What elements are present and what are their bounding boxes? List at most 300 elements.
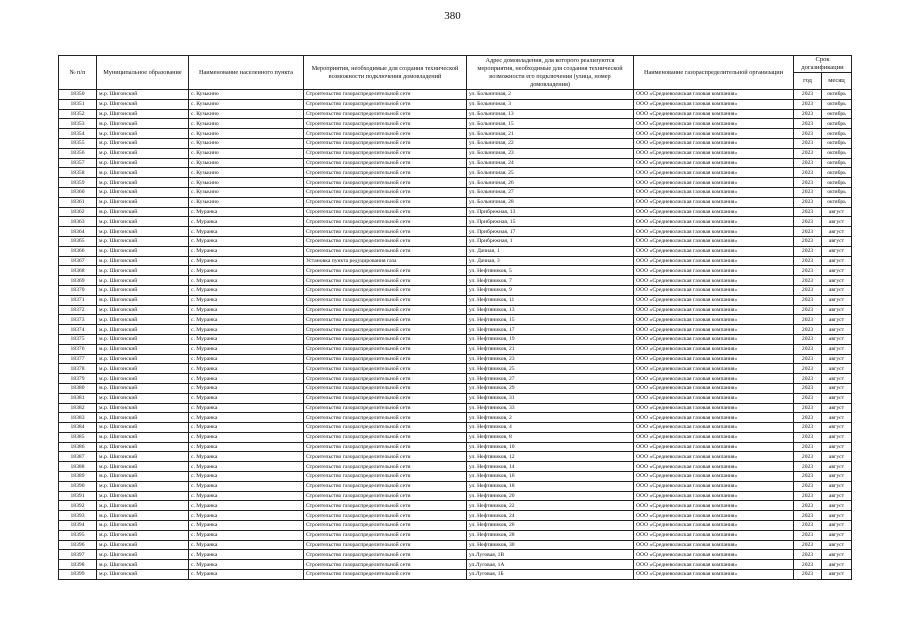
cell-year: 2023 bbox=[794, 129, 822, 139]
cell-activity: Строительство газораспределительной сети bbox=[304, 442, 467, 452]
table-row bbox=[59, 560, 852, 570]
table-row bbox=[59, 472, 852, 482]
cell-year: 2023 bbox=[794, 374, 822, 384]
cell-month: август bbox=[822, 403, 852, 413]
cell-address: ул. Больничная, 3 bbox=[467, 99, 634, 109]
table-row bbox=[59, 374, 852, 384]
table-body bbox=[59, 90, 852, 580]
cell-settlement: с. Муранка bbox=[189, 393, 304, 403]
cell-organization: ООО «Средневолжская газовая компания» bbox=[634, 227, 794, 237]
cell-organization: ООО «Средневолжская газовая компания» bbox=[634, 481, 794, 491]
cell-activity: Строительство газораспределительной сети bbox=[304, 413, 467, 423]
cell-organization: ООО «Средневолжская газовая компания» bbox=[634, 90, 794, 100]
cell-activity: Строительство газораспределительной сети bbox=[304, 511, 467, 521]
cell-activity: Строительство газораспределительной сети bbox=[304, 158, 467, 168]
cell-settlement: с. Муранка bbox=[189, 452, 304, 462]
cell-address: ул. Дачная, 1 bbox=[467, 246, 634, 256]
cell-num: 18377 bbox=[59, 354, 97, 364]
cell-municipality: м.р. Шигонский bbox=[97, 158, 189, 168]
cell-year: 2023 bbox=[794, 530, 822, 540]
cell-address: ул. Нефтяников, 14 bbox=[467, 462, 634, 472]
cell-num: 18356 bbox=[59, 148, 97, 158]
cell-month: август bbox=[822, 344, 852, 354]
cell-activity: Строительство газораспределительной сети bbox=[304, 530, 467, 540]
cell-month: август bbox=[822, 266, 852, 276]
cell-organization: ООО «Средневолжская газовая компания» bbox=[634, 423, 794, 433]
cell-num: 18395 bbox=[59, 530, 97, 540]
cell-address: ул. Нефтяников, 8 bbox=[467, 432, 634, 442]
cell-municipality: м.р. Шигонский bbox=[97, 217, 189, 227]
cell-municipality: м.р. Шигонский bbox=[97, 305, 189, 315]
cell-year: 2023 bbox=[794, 383, 822, 393]
cell-num: 18386 bbox=[59, 442, 97, 452]
table-row bbox=[59, 109, 852, 119]
cell-settlement: с. Кузькино bbox=[189, 187, 304, 197]
cell-municipality: м.р. Шигонский bbox=[97, 344, 189, 354]
cell-organization: ООО «Средневолжская газовая компания» bbox=[634, 511, 794, 521]
cell-settlement: с. Муранка bbox=[189, 266, 304, 276]
cell-municipality: м.р. Шигонский bbox=[97, 383, 189, 393]
cell-activity: Строительство газораспределительной сети bbox=[304, 432, 467, 442]
cell-settlement: с. Муранка bbox=[189, 305, 304, 315]
cell-activity: Строительство газораспределительной сети bbox=[304, 540, 467, 550]
cell-address: ул. Нефтяников, 23 bbox=[467, 354, 634, 364]
cell-year: 2023 bbox=[794, 334, 822, 344]
cell-month: август bbox=[822, 560, 852, 570]
cell-settlement: с. Кузькино bbox=[189, 138, 304, 148]
cell-organization: ООО «Средневолжская газовая компания» bbox=[634, 472, 794, 482]
cell-month: август bbox=[822, 511, 852, 521]
cell-month: август bbox=[822, 207, 852, 217]
gasification-table bbox=[58, 55, 852, 580]
cell-month: август bbox=[822, 246, 852, 256]
table-row bbox=[59, 442, 852, 452]
header-gdo: Наименование газораспределительной организации bbox=[634, 56, 794, 90]
cell-num: 18391 bbox=[59, 491, 97, 501]
cell-activity: Строительство газораспределительной сети bbox=[304, 491, 467, 501]
cell-settlement: с. Муранка bbox=[189, 462, 304, 472]
table-row bbox=[59, 452, 852, 462]
cell-address: ул. Больничная, 13 bbox=[467, 109, 634, 119]
cell-municipality: м.р. Шигонский bbox=[97, 315, 189, 325]
cell-year: 2023 bbox=[794, 207, 822, 217]
cell-activity: Строительство газораспределительной сети bbox=[304, 246, 467, 256]
cell-municipality: м.р. Шигонский bbox=[97, 187, 189, 197]
cell-activity: Строительство газораспределительной сети bbox=[304, 521, 467, 531]
cell-num: 18357 bbox=[59, 158, 97, 168]
cell-num: 18387 bbox=[59, 452, 97, 462]
cell-municipality: м.р. Шигонский bbox=[97, 129, 189, 139]
cell-organization: ООО «Средневолжская газовая компания» bbox=[634, 178, 794, 188]
header-year: год bbox=[794, 73, 822, 90]
cell-activity: Строительство газораспределительной сети bbox=[304, 462, 467, 472]
cell-year: 2023 bbox=[794, 256, 822, 266]
cell-year: 2023 bbox=[794, 99, 822, 109]
table-row bbox=[59, 227, 852, 237]
cell-settlement: с. Муранка bbox=[189, 540, 304, 550]
cell-year: 2023 bbox=[794, 491, 822, 501]
cell-year: 2023 bbox=[794, 462, 822, 472]
cell-organization: ООО «Средневолжская газовая компания» bbox=[634, 325, 794, 335]
cell-address: ул. Нефтяников, 20 bbox=[467, 491, 634, 501]
cell-settlement: с. Муранка bbox=[189, 550, 304, 560]
cell-num: 18350 bbox=[59, 90, 97, 100]
cell-month: август bbox=[822, 276, 852, 286]
cell-organization: ООО «Средневолжская газовая компания» bbox=[634, 550, 794, 560]
cell-month: август bbox=[822, 550, 852, 560]
cell-address: ул. Нефтяников, 17 bbox=[467, 325, 634, 335]
cell-month: август bbox=[822, 413, 852, 423]
table-row bbox=[59, 344, 852, 354]
cell-month: октябрь bbox=[822, 197, 852, 207]
cell-year: 2023 bbox=[794, 344, 822, 354]
cell-year: 2023 bbox=[794, 354, 822, 364]
table-row bbox=[59, 540, 852, 550]
table-row bbox=[59, 90, 852, 100]
cell-municipality: м.р. Шигонский bbox=[97, 138, 189, 148]
cell-municipality: м.р. Шигонский bbox=[97, 119, 189, 129]
cell-address: ул. Больничная, 2 bbox=[467, 90, 634, 100]
cell-activity: Строительство газораспределительной сети bbox=[304, 138, 467, 148]
cell-month: август bbox=[822, 217, 852, 227]
cell-activity: Строительство газораспределительной сети bbox=[304, 129, 467, 139]
cell-settlement: с. Муранка bbox=[189, 521, 304, 531]
cell-activity: Строительство газораспределительной сети bbox=[304, 344, 467, 354]
cell-organization: ООО «Средневолжская газовая компания» bbox=[634, 354, 794, 364]
cell-num: 18388 bbox=[59, 462, 97, 472]
cell-address: ул. Больничная, 27 bbox=[467, 187, 634, 197]
table-row bbox=[59, 325, 852, 335]
cell-municipality: м.р. Шигонский bbox=[97, 560, 189, 570]
cell-year: 2023 bbox=[794, 178, 822, 188]
cell-settlement: с. Муранка bbox=[189, 570, 304, 580]
cell-activity: Строительство газораспределительной сети bbox=[304, 187, 467, 197]
table-row bbox=[59, 423, 852, 433]
cell-year: 2023 bbox=[794, 413, 822, 423]
cell-year: 2023 bbox=[794, 501, 822, 511]
cell-year: 2023 bbox=[794, 276, 822, 286]
cell-municipality: м.р. Шигонский bbox=[97, 511, 189, 521]
table-row bbox=[59, 285, 852, 295]
cell-month: август bbox=[822, 452, 852, 462]
cell-year: 2023 bbox=[794, 364, 822, 374]
cell-year: 2023 bbox=[794, 90, 822, 100]
cell-activity: Строительство газораспределительной сети bbox=[304, 472, 467, 482]
cell-activity: Строительство газораспределительной сети bbox=[304, 217, 467, 227]
cell-municipality: м.р. Шигонский bbox=[97, 197, 189, 207]
cell-organization: ООО «Средневолжская газовая компания» bbox=[634, 540, 794, 550]
cell-settlement: с. Кузькино bbox=[189, 109, 304, 119]
cell-month: октябрь bbox=[822, 178, 852, 188]
cell-municipality: м.р. Шигонский bbox=[97, 413, 189, 423]
cell-month: август bbox=[822, 227, 852, 237]
cell-address: ул. Нефтяников, 24 bbox=[467, 511, 634, 521]
cell-activity: Строительство газораспределительной сети bbox=[304, 452, 467, 462]
cell-municipality: м.р. Шигонский bbox=[97, 266, 189, 276]
cell-activity: Строительство газораспределительной сети bbox=[304, 364, 467, 374]
cell-address: ул. Нефтяников, 29 bbox=[467, 383, 634, 393]
cell-address: ул. Нефтяников, 4 bbox=[467, 423, 634, 433]
cell-settlement: с. Муранка bbox=[189, 285, 304, 295]
cell-num: 18389 bbox=[59, 472, 97, 482]
cell-organization: ООО «Средневолжская газовая компания» bbox=[634, 413, 794, 423]
cell-month: август bbox=[822, 256, 852, 266]
cell-municipality: м.р. Шигонский bbox=[97, 393, 189, 403]
cell-activity: Строительство газораспределительной сети bbox=[304, 109, 467, 119]
table-row bbox=[59, 383, 852, 393]
cell-address: ул. Нефтяников, 28 bbox=[467, 530, 634, 540]
cell-municipality: м.р. Шигонский bbox=[97, 374, 189, 384]
table-row bbox=[59, 334, 852, 344]
cell-settlement: с. Муранка bbox=[189, 560, 304, 570]
table-row bbox=[59, 236, 852, 246]
cell-address: ул. Прибрежная, 17 bbox=[467, 227, 634, 237]
cell-year: 2023 bbox=[794, 442, 822, 452]
cell-settlement: с. Муранка bbox=[189, 364, 304, 374]
cell-month: август bbox=[822, 236, 852, 246]
cell-organization: ООО «Средневолжская газовая компания» bbox=[634, 374, 794, 384]
cell-organization: ООО «Средневолжская газовая компания» bbox=[634, 276, 794, 286]
cell-num: 18351 bbox=[59, 99, 97, 109]
table-row bbox=[59, 168, 852, 178]
table-row bbox=[59, 413, 852, 423]
cell-num: 18376 bbox=[59, 344, 97, 354]
cell-year: 2023 bbox=[794, 227, 822, 237]
cell-activity: Строительство газораспределительной сети bbox=[304, 99, 467, 109]
cell-month: август bbox=[822, 442, 852, 452]
cell-month: октябрь bbox=[822, 148, 852, 158]
cell-month: август bbox=[822, 334, 852, 344]
cell-address: ул. Нефтяников, 9 bbox=[467, 285, 634, 295]
header-municipality: Муниципальное образование bbox=[97, 56, 189, 90]
cell-year: 2023 bbox=[794, 472, 822, 482]
cell-month: октябрь bbox=[822, 129, 852, 139]
cell-year: 2023 bbox=[794, 217, 822, 227]
table-row bbox=[59, 197, 852, 207]
table-row bbox=[59, 207, 852, 217]
cell-num: 18382 bbox=[59, 403, 97, 413]
cell-month: октябрь bbox=[822, 187, 852, 197]
cell-year: 2023 bbox=[794, 325, 822, 335]
cell-municipality: м.р. Шигонский bbox=[97, 256, 189, 266]
cell-organization: ООО «Средневолжская газовая компания» bbox=[634, 501, 794, 511]
cell-year: 2023 bbox=[794, 560, 822, 570]
cell-organization: ООО «Средневолжская газовая компания» bbox=[634, 129, 794, 139]
cell-organization: ООО «Средневолжская газовая компания» bbox=[634, 305, 794, 315]
cell-address: ул. Нефтяников, 16 bbox=[467, 472, 634, 482]
cell-month: октябрь bbox=[822, 99, 852, 109]
cell-year: 2023 bbox=[794, 187, 822, 197]
cell-settlement: с. Кузькино bbox=[189, 158, 304, 168]
cell-municipality: м.р. Шигонский bbox=[97, 530, 189, 540]
cell-address: ул. Нефтяников, 31 bbox=[467, 393, 634, 403]
cell-activity: Строительство газораспределительной сети bbox=[304, 481, 467, 491]
table-row bbox=[59, 138, 852, 148]
cell-address: ул. Нефтяников, 19 bbox=[467, 334, 634, 344]
cell-organization: ООО «Средневолжская газовая компания» bbox=[634, 344, 794, 354]
cell-organization: ООО «Средневолжская газовая компания» bbox=[634, 256, 794, 266]
cell-month: октябрь bbox=[822, 138, 852, 148]
cell-settlement: с. Муранка bbox=[189, 472, 304, 482]
cell-municipality: м.р. Шигонский bbox=[97, 403, 189, 413]
cell-settlement: с. Муранка bbox=[189, 403, 304, 413]
cell-activity: Строительство газораспределительной сети bbox=[304, 305, 467, 315]
cell-municipality: м.р. Шигонский bbox=[97, 354, 189, 364]
cell-activity: Строительство газораспределительной сети bbox=[304, 148, 467, 158]
cell-year: 2023 bbox=[794, 285, 822, 295]
cell-month: август bbox=[822, 521, 852, 531]
cell-settlement: с. Муранка bbox=[189, 207, 304, 217]
cell-address: ул. Нефтяников, 18 bbox=[467, 481, 634, 491]
cell-num: 18355 bbox=[59, 138, 97, 148]
cell-settlement: с. Муранка bbox=[189, 334, 304, 344]
table-row bbox=[59, 266, 852, 276]
cell-organization: ООО «Средневолжская газовая компания» bbox=[634, 530, 794, 540]
cell-year: 2023 bbox=[794, 540, 822, 550]
cell-address: ул. Нефтяников, 21 bbox=[467, 344, 634, 354]
cell-settlement: с. Муранка bbox=[189, 423, 304, 433]
cell-num: 18364 bbox=[59, 227, 97, 237]
page-number: 380 bbox=[444, 10, 461, 22]
cell-settlement: с. Муранка bbox=[189, 413, 304, 423]
cell-year: 2023 bbox=[794, 246, 822, 256]
cell-month: август bbox=[822, 315, 852, 325]
cell-activity: Строительство газораспределительной сети bbox=[304, 227, 467, 237]
cell-month: август bbox=[822, 432, 852, 442]
cell-year: 2023 bbox=[794, 511, 822, 521]
cell-address: ул. Нефтяников, 2 bbox=[467, 413, 634, 423]
cell-month: август bbox=[822, 374, 852, 384]
table-row bbox=[59, 256, 852, 266]
cell-organization: ООО «Средневолжская газовая компания» bbox=[634, 119, 794, 129]
cell-year: 2023 bbox=[794, 315, 822, 325]
cell-municipality: м.р. Шигонский bbox=[97, 276, 189, 286]
cell-organization: ООО «Средневолжская газовая компания» bbox=[634, 187, 794, 197]
cell-month: август bbox=[822, 383, 852, 393]
cell-num: 18365 bbox=[59, 236, 97, 246]
table-row bbox=[59, 148, 852, 158]
header-settlement: Наименование населенного пункта bbox=[189, 56, 304, 90]
cell-address: ул. Нефтяников, 5 bbox=[467, 266, 634, 276]
cell-month: август bbox=[822, 285, 852, 295]
cell-municipality: м.р. Шигонский bbox=[97, 178, 189, 188]
cell-address: ул. Нефтяников, 26 bbox=[467, 521, 634, 531]
cell-activity: Строительство газораспределительной сети bbox=[304, 550, 467, 560]
cell-address: ул. Больничная, 15 bbox=[467, 119, 634, 129]
cell-organization: ООО «Средневолжская газовая компания» bbox=[634, 148, 794, 158]
cell-year: 2023 bbox=[794, 403, 822, 413]
cell-month: август bbox=[822, 364, 852, 374]
cell-organization: ООО «Средневолжская газовая компания» bbox=[634, 393, 794, 403]
cell-municipality: м.р. Шигонский bbox=[97, 423, 189, 433]
cell-num: 18371 bbox=[59, 295, 97, 305]
cell-organization: ООО «Средневолжская газовая компания» bbox=[634, 364, 794, 374]
cell-year: 2023 bbox=[794, 481, 822, 491]
cell-activity: Строительство газораспределительной сети bbox=[304, 266, 467, 276]
cell-address: ул. Нефтяников, 25 bbox=[467, 364, 634, 374]
cell-settlement: с. Кузькино bbox=[189, 148, 304, 158]
cell-month: август bbox=[822, 393, 852, 403]
cell-num: 18367 bbox=[59, 256, 97, 266]
cell-num: 18368 bbox=[59, 266, 97, 276]
cell-activity: Строительство газораспределительной сети bbox=[304, 90, 467, 100]
cell-organization: ООО «Средневолжская газовая компания» bbox=[634, 452, 794, 462]
cell-month: октябрь bbox=[822, 109, 852, 119]
cell-activity: Строительство газораспределительной сети bbox=[304, 325, 467, 335]
cell-address: ул. Нефтяников, 27 bbox=[467, 374, 634, 384]
cell-num: 18390 bbox=[59, 481, 97, 491]
cell-activity: Строительство газораспределительной сети bbox=[304, 393, 467, 403]
cell-num: 18384 bbox=[59, 423, 97, 433]
cell-organization: ООО «Средневолжская газовая компания» bbox=[634, 109, 794, 119]
cell-num: 18370 bbox=[59, 285, 97, 295]
cell-organization: ООО «Средневолжская газовая компания» bbox=[634, 383, 794, 393]
cell-organization: ООО «Средневолжская газовая компания» bbox=[634, 266, 794, 276]
cell-activity: Строительство газораспределительной сети bbox=[304, 236, 467, 246]
header-num: № п/п bbox=[59, 56, 97, 90]
cell-municipality: м.р. Шигонский bbox=[97, 227, 189, 237]
cell-year: 2023 bbox=[794, 432, 822, 442]
cell-organization: ООО «Средневолжская газовая компания» bbox=[634, 521, 794, 531]
cell-address: ул. Нефтяников, 7 bbox=[467, 276, 634, 286]
cell-settlement: с. Кузькино bbox=[189, 168, 304, 178]
header-month: месяц bbox=[822, 73, 852, 90]
cell-num: 18381 bbox=[59, 393, 97, 403]
cell-municipality: м.р. Шигонский bbox=[97, 246, 189, 256]
header-address: Адрес домовладения, для которого реализуются мероприятия, необходимые для создания технической возможности его подключения (улица, номер домовладения) bbox=[467, 56, 634, 90]
cell-municipality: м.р. Шигонский bbox=[97, 540, 189, 550]
cell-activity: Строительство газораспределительной сети bbox=[304, 423, 467, 433]
table-row bbox=[59, 393, 852, 403]
cell-organization: ООО «Средневолжская газовая компания» bbox=[634, 295, 794, 305]
cell-year: 2023 bbox=[794, 236, 822, 246]
cell-activity: Строительство газораспределительной сети bbox=[304, 197, 467, 207]
table-row bbox=[59, 491, 852, 501]
cell-organization: ООО «Средневолжская газовая компания» bbox=[634, 207, 794, 217]
cell-activity: Строительство газораспределительной сети bbox=[304, 285, 467, 295]
cell-address: ул. Больничная, 23 bbox=[467, 148, 634, 158]
cell-organization: ООО «Средневолжская газовая компания» bbox=[634, 432, 794, 442]
cell-organization: ООО «Средневолжская газовая компания» bbox=[634, 570, 794, 580]
cell-settlement: с. Кузькино bbox=[189, 197, 304, 207]
cell-organization: ООО «Средневолжская газовая компания» bbox=[634, 285, 794, 295]
cell-settlement: с. Муранка bbox=[189, 511, 304, 521]
cell-municipality: м.р. Шигонский bbox=[97, 550, 189, 560]
cell-settlement: с. Кузькино bbox=[189, 99, 304, 109]
cell-num: 18352 bbox=[59, 109, 97, 119]
cell-address: ул. Дачная, 3 bbox=[467, 256, 634, 266]
cell-municipality: м.р. Шигонский bbox=[97, 207, 189, 217]
cell-num: 18385 bbox=[59, 432, 97, 442]
cell-organization: ООО «Средневолжская газовая компания» bbox=[634, 403, 794, 413]
cell-num: 18383 bbox=[59, 413, 97, 423]
cell-settlement: с. Муранка bbox=[189, 344, 304, 354]
cell-address: ул. Нефтяников, 13 bbox=[467, 305, 634, 315]
cell-year: 2023 bbox=[794, 452, 822, 462]
table-row bbox=[59, 295, 852, 305]
cell-activity: Строительство газораспределительной сети bbox=[304, 334, 467, 344]
cell-month: август bbox=[822, 501, 852, 511]
cell-address: ул. Больничная, 24 bbox=[467, 158, 634, 168]
cell-num: 18366 bbox=[59, 246, 97, 256]
cell-month: август bbox=[822, 472, 852, 482]
cell-municipality: м.р. Шигонский bbox=[97, 90, 189, 100]
cell-num: 18394 bbox=[59, 521, 97, 531]
cell-address: ул. Нефтяников, 33 bbox=[467, 403, 634, 413]
cell-activity: Строительство газораспределительной сети bbox=[304, 207, 467, 217]
cell-municipality: м.р. Шигонский bbox=[97, 99, 189, 109]
cell-settlement: с. Муранка bbox=[189, 354, 304, 364]
